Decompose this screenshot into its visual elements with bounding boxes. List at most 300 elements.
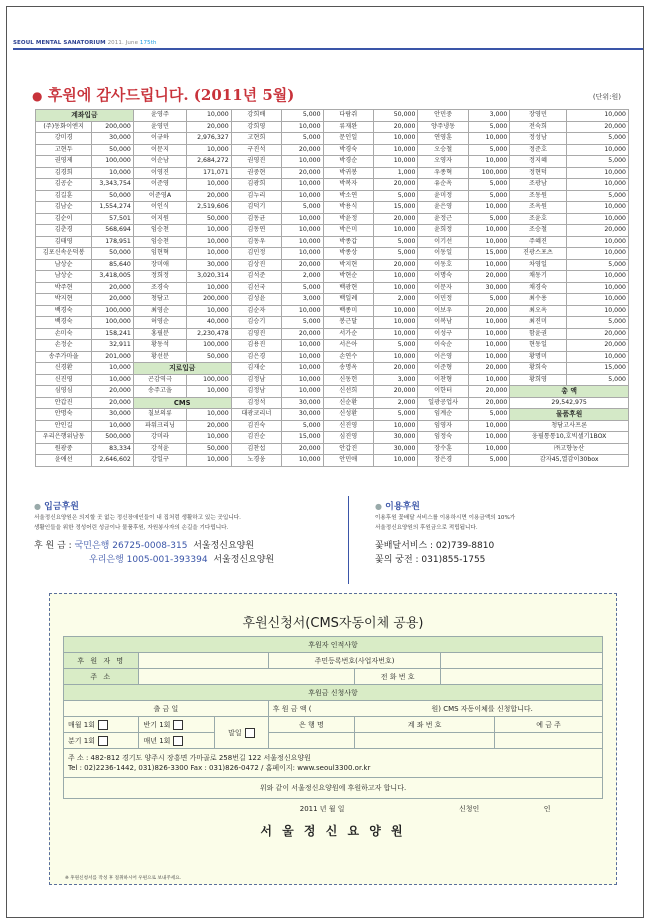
table-row (36, 236, 629, 248)
amount-cell: 10,000 (282, 156, 324, 168)
name-cell: 함윤권 (510, 328, 566, 340)
amount-cell: 10,000 (282, 179, 324, 191)
amount-cell: 10,000 (373, 317, 417, 329)
summary-cell: 웅필통통10,호빅셀기1BOX (510, 432, 629, 444)
name-cell: 신순환 (323, 397, 373, 409)
name-cell: 박종상 (323, 248, 373, 260)
form-table (63, 636, 603, 841)
amount-cell: 200,000 (92, 121, 134, 133)
account-number-field[interactable] (355, 733, 495, 749)
amount-cell: 5,000 (468, 179, 510, 191)
name-cell: 남상순 (36, 271, 92, 283)
usage-desc-1: 이용후원 꽃배달 서비스를 이용하시면 이용금액의 10%가 (375, 515, 516, 521)
table-row (36, 202, 629, 214)
id-number-label: 주민등록번호(사업자번호) (268, 653, 440, 669)
amount-cell: 10,000 (468, 317, 510, 329)
table-row (36, 248, 629, 260)
contact-tel: Tel : 02)2236-1442, 031)826-3300 Fax : 031)826-0472 / 홈페이지: www.seoul3300.or.kr (68, 764, 371, 772)
name-cell: 김진숙 (231, 420, 281, 432)
amount-cell: 50,000 (373, 110, 417, 122)
amount-cell: 5,000 (566, 156, 628, 168)
yearly-label: 매년 1회 (143, 736, 171, 745)
amount-cell: 20,000 (282, 259, 324, 271)
table-row (36, 420, 629, 432)
name-cell: 최진미 (510, 317, 566, 329)
amount-cell: 5,000 (468, 190, 510, 202)
flower-service: 꽃배달서비스 : 02)739-8810 (375, 541, 495, 551)
applicant-label: 신청인 (458, 805, 480, 813)
name-cell: 현동일 (510, 340, 566, 352)
amount-cell: 5,000 (468, 455, 510, 467)
name-cell: 조승철 (510, 225, 566, 237)
unit-label: (단위:원) (592, 93, 621, 101)
name-cell: 심진영 (323, 432, 373, 444)
name-cell: 고현희 (231, 133, 281, 145)
amount-cell: 5,000 (566, 374, 628, 386)
name-cell: 권영진 (231, 156, 281, 168)
table-row (36, 225, 629, 237)
amount-cell: 10,000 (566, 213, 628, 225)
name-cell: 김포신속운덕봉 (36, 248, 92, 260)
amount-cell: 5,000 (468, 144, 510, 156)
date-row (64, 799, 603, 820)
amount-cell: 10,000 (468, 432, 510, 444)
yearly-option[interactable] (139, 733, 214, 749)
amount-cell: 10,000 (468, 236, 510, 248)
header-title: SEOUL MENTAL SANATORIUM (13, 40, 106, 46)
amount-cell: 2,684,272 (187, 156, 231, 168)
name-cell: 신진영 (36, 374, 92, 386)
amount-cell: 3,000 (373, 374, 417, 386)
amount-cell: 50,000 (92, 248, 134, 260)
amount-cell: 10,000 (566, 202, 628, 214)
amount-cell: 15,000 (468, 248, 510, 260)
table-row (36, 133, 629, 145)
amount-cell: 5,000 (373, 236, 417, 248)
amount-cell: 5,000 (282, 133, 324, 145)
name-cell: 강석윤 (133, 443, 186, 455)
name-cell: 백경숙 (36, 317, 92, 329)
name-cell: 이은영 (418, 351, 468, 363)
name-cell: 원광중 (36, 443, 92, 455)
amount-cell: 10,000 (92, 363, 134, 375)
name-cell: 신동헌 (323, 374, 373, 386)
amount-cell: 10,000 (373, 225, 417, 237)
name-cell: 김순이 (36, 213, 92, 225)
page-title (32, 84, 294, 105)
name-cell: 김경희 (36, 167, 92, 179)
half-year-checkbox[interactable] (173, 720, 183, 730)
amount-cell: 10,000 (187, 455, 231, 467)
amount-cell: 10,000 (282, 374, 324, 386)
amount-cell: 40,000 (187, 317, 231, 329)
amount-cell: 20,000 (566, 225, 628, 237)
name-cell: 정희정 (133, 271, 186, 283)
amount-cell: 2,000 (282, 271, 324, 283)
monthly-option[interactable] (64, 717, 139, 733)
amount-cell: 10,000 (282, 351, 324, 363)
amount-cell: 5,000 (468, 409, 510, 421)
bank-1: 국민은행 (74, 541, 110, 551)
bank-name-field[interactable] (268, 733, 354, 749)
name-cell: 채동기 (510, 271, 566, 283)
amount-cell: 10,000 (282, 248, 324, 260)
table-row (36, 317, 629, 329)
name-cell: 이성구 (418, 328, 468, 340)
name-cell: 임계순 (418, 409, 468, 421)
name-cell: 이동일 (418, 248, 468, 260)
amount-cell: 10,000 (468, 133, 510, 145)
name-cell: 김공순 (36, 179, 92, 191)
donor-name-label: 후 원 자 명 (64, 653, 139, 669)
amount-row[interactable] (268, 701, 602, 717)
usage-bullet-icon: ● (375, 502, 382, 511)
amount-suffix: 원) CMS 자동이체를 신청합니다. (431, 704, 533, 713)
amount-cell: 10,000 (566, 167, 628, 179)
amount-cell: 30,000 (468, 282, 510, 294)
id-number-field[interactable] (441, 653, 603, 669)
name-cell: 주혜진 (510, 236, 566, 248)
name-cell: 남상순 (36, 259, 92, 271)
name-cell: 박복자 (323, 179, 373, 191)
amount-cell: 20,000 (92, 397, 134, 409)
amount-cell: 10,000 (282, 386, 324, 398)
amount-cell: 171,071 (187, 167, 231, 179)
name-cell: 이한터 (418, 386, 468, 398)
amount-cell: 5,000 (282, 420, 324, 432)
name-cell: 오영자 (418, 156, 468, 168)
header-issue: 175th (139, 40, 157, 46)
amount-cell: 10,000 (566, 236, 628, 248)
amount-cell: 10,000 (187, 282, 231, 294)
amount-cell: 20,000 (468, 386, 510, 398)
name-cell: 정준호 (510, 144, 566, 156)
amount-cell: 10,000 (187, 386, 231, 398)
agreement-text: 위와 같이 서울정신요양원에 후원하고자 합니다. (64, 778, 603, 799)
amount-cell: 5,000 (373, 190, 417, 202)
amount-cell: 10,000 (373, 156, 417, 168)
amount-cell: 50,000 (187, 443, 231, 455)
form-title: 후원신청서(CMS자동이체 공용) (242, 616, 424, 631)
month-end-checkbox[interactable] (245, 728, 255, 738)
name-cell: 김은경 (231, 351, 281, 363)
amount-cell: 2,000 (373, 397, 417, 409)
name-cell: 송주고을 (133, 386, 186, 398)
name-cell: 유순옥 (418, 179, 468, 191)
name-cell: 양주냉동 (418, 121, 468, 133)
address-field[interactable] (139, 669, 355, 685)
name-cell: 이준영 (133, 179, 186, 191)
phone-field[interactable] (441, 669, 603, 685)
amount-cell: 5,000 (282, 282, 324, 294)
name-cell: 전숙희 (510, 121, 566, 133)
account-line-1 (34, 539, 254, 553)
name-cell: 심영심 (36, 386, 92, 398)
amount-cell: 10,000 (468, 156, 510, 168)
amount-cell: 20,000 (282, 144, 324, 156)
name-cell: 안갑진 (36, 397, 92, 409)
amount-cell: 20,000 (468, 363, 510, 375)
name-cell: 일광공업사 (418, 397, 468, 409)
name-cell: 안명숙 (36, 409, 92, 421)
name-cell: 대광코리너 (231, 409, 281, 421)
name-cell: 이민정 (418, 294, 468, 306)
name-cell: 박용식 (323, 202, 373, 214)
amount-cell: 20,000 (92, 386, 134, 398)
amount-cell: 20,000 (373, 363, 417, 375)
name-cell: 김성윤 (231, 294, 281, 306)
amount-cell: 10,000 (566, 179, 628, 191)
name-cell: 윤애선 (36, 455, 92, 467)
name-cell: 강미라 (133, 432, 186, 444)
amount-cell: 3,020,314 (187, 271, 231, 283)
amount-cell: 10,000 (187, 248, 231, 260)
name-cell: 김태영 (36, 236, 92, 248)
amount-cell: 10,000 (187, 144, 231, 156)
amount-cell: 50,000 (92, 144, 134, 156)
amount-cell: 10,000 (92, 374, 134, 386)
name-cell: 정성남 (510, 133, 566, 145)
name-cell: 최수용 (510, 294, 566, 306)
amount-cell: 5,000 (566, 133, 628, 145)
amount-cell: 10,000 (373, 144, 417, 156)
deposit-heading (34, 499, 79, 512)
name-cell: 이문지 (133, 144, 186, 156)
amount-cell: 10,000 (187, 236, 231, 248)
name-cell: 윤은영 (418, 202, 468, 214)
amount-cell: 30,000 (92, 409, 134, 421)
summary-cell: ㈜고향농산 (510, 443, 629, 455)
name-cell: 김광희 (231, 179, 281, 191)
amount-cell: 20,000 (566, 328, 628, 340)
donor-name-field[interactable] (139, 653, 268, 669)
withdraw-day-label: 출 금 일 (64, 701, 269, 717)
amount-cell: 178,951 (92, 236, 134, 248)
amount-cell: 5,000 (373, 340, 417, 352)
amount-cell: 5,000 (282, 110, 324, 122)
amount-cell: 10,000 (187, 432, 231, 444)
amount-cell: 20,000 (468, 397, 510, 409)
amount-cell: 30,000 (373, 432, 417, 444)
name-cell: 조옥원 (510, 202, 566, 214)
name-cell: 안갑진 (323, 443, 373, 455)
amount-cell: 10,000 (468, 328, 510, 340)
form-note: ※ 후원신청서를 작성 후 절취하시어 우편으로 보내주세요. (65, 876, 182, 881)
name-cell: 윤미정 (418, 190, 468, 202)
amount-cell: 10,000 (566, 294, 628, 306)
seal-label: 인 (543, 805, 551, 813)
deposit-heading-text: 입금후원 (44, 502, 79, 512)
monthly-label: 매월 1회 (68, 720, 95, 729)
amount-cell: 100,000 (468, 167, 510, 179)
name-cell: 김선국 (231, 282, 281, 294)
table-row (36, 374, 629, 386)
name-cell: 장은경 (418, 455, 468, 467)
name-cell: 다람쥐 (323, 110, 373, 122)
name-cell: 김찬섭 (231, 443, 281, 455)
deposit-desc-1: 서울정신요양원은 의지할 곳 없는 정신장애인들이 내 집처럼 생활하고 있는 곳입니다. (34, 515, 241, 521)
amount-cell: 10,000 (373, 420, 417, 432)
amount-cell: 5,000 (468, 121, 510, 133)
amount-cell: 10,000 (373, 328, 417, 340)
amount-cell: 5,000 (468, 294, 510, 306)
page (6, 6, 644, 918)
address-label: 주 소 (64, 669, 139, 685)
name-cell: 백일례 (323, 294, 373, 306)
amount-cell: 201,000 (92, 351, 134, 363)
name-cell: 김상진 (231, 259, 281, 271)
amount-cell: 10,000 (468, 443, 510, 455)
month-end-option[interactable] (214, 717, 268, 749)
name-cell: 윤영민 (133, 121, 186, 133)
amount-cell: 20,000 (187, 121, 231, 133)
deposit-bullet-icon: ● (34, 502, 41, 511)
name-cell: 이동호 (418, 259, 468, 271)
amount-cell: 10,000 (468, 340, 510, 352)
amount-cell: 10,000 (566, 282, 628, 294)
amount-cell: 20,000 (468, 271, 510, 283)
name-cell: 이문자 (418, 282, 468, 294)
name-cell: 곤감역극 (133, 374, 186, 386)
amount-cell: 10,000 (187, 110, 231, 122)
name-cell: 김동연 (231, 225, 281, 237)
form-section-donor: 후원자 인적사항 (64, 637, 603, 653)
table-row (36, 213, 629, 225)
table-row (36, 432, 629, 444)
amount-cell: 30,000 (282, 397, 324, 409)
summary-cell: 청담고사프론 (510, 420, 629, 432)
amount-cell: 83,334 (92, 443, 134, 455)
amount-cell: 2,976,327 (187, 133, 231, 145)
section-header-cell: 물품후원 (510, 409, 629, 421)
name-cell: 김누리 (231, 190, 281, 202)
table-row (36, 386, 629, 398)
name-cell: 박종갑 (323, 236, 373, 248)
name-cell: 파워크리닝 (133, 420, 186, 432)
name-cell: 이지원 (133, 213, 186, 225)
name-cell: 박소연 (323, 190, 373, 202)
amount-cell: 5,000 (566, 259, 628, 271)
usage-heading (375, 499, 420, 512)
name-cell: 신선희 (323, 386, 373, 398)
name-cell: 이규하 (133, 133, 186, 145)
table-row (36, 190, 629, 202)
name-cell: 황희숙 (510, 363, 566, 375)
name-cell: 장미애 (133, 259, 186, 271)
amount-cell: 10,000 (566, 305, 628, 317)
amount-cell: 2,230,478 (187, 328, 231, 340)
amount-cell: 50,000 (187, 351, 231, 363)
name-cell: 차영일 (510, 259, 566, 271)
amount-cell: 10,000 (92, 420, 134, 432)
name-cell: 김용진 (231, 340, 281, 352)
page-header (13, 40, 157, 46)
bank-name-label: 은 행 명 (268, 717, 354, 733)
amount-cell: 10,000 (373, 351, 417, 363)
name-cell: 최영순 (133, 305, 186, 317)
name-cell: 윤영주 (133, 110, 186, 122)
date-text: 2011 년 월 일 (299, 805, 345, 813)
amount-cell: 3,343,754 (92, 179, 134, 191)
name-cell: 박경숙 (323, 144, 373, 156)
quarterly-checkbox[interactable] (98, 736, 108, 746)
name-cell: 강일구 (133, 455, 186, 467)
name-cell: 조윤호 (510, 213, 566, 225)
name-cell: 김영진 (231, 328, 281, 340)
amount-cell: 3,000 (468, 110, 510, 122)
table-row (36, 167, 629, 179)
table-row (36, 271, 629, 283)
donation-table (35, 109, 629, 467)
name-cell: 박귀봉 (323, 167, 373, 179)
amount-cell: 10,000 (187, 409, 231, 421)
name-cell: 김남순 (36, 202, 92, 214)
amount-cell: 5,000 (373, 409, 417, 421)
amount-cell: 100,000 (187, 340, 231, 352)
name-cell: 김석준 (231, 271, 281, 283)
name-cell: 우리은행위남동 (36, 432, 92, 444)
name-cell: 구진석 (231, 144, 281, 156)
name-cell: 서가순 (323, 328, 373, 340)
amount-cell: 10,000 (282, 225, 324, 237)
org-signature: 서 울 정 신 요 양 원 (260, 823, 406, 838)
name-cell: 백종미 (323, 305, 373, 317)
table-row (36, 363, 629, 375)
table-row (36, 397, 629, 409)
holder-field[interactable] (495, 733, 603, 749)
name-cell: 정현덕 (510, 167, 566, 179)
name-cell: 황동석 (133, 340, 186, 352)
name-cell: 이찬형 (418, 374, 468, 386)
name-cell: 백광현 (323, 282, 373, 294)
amount-cell: 20,000 (373, 259, 417, 271)
amount-cell: 50,000 (187, 213, 231, 225)
quarterly-option[interactable] (64, 733, 139, 749)
amount-cell: 20,000 (187, 420, 231, 432)
amount-cell: 10,000 (187, 225, 231, 237)
name-cell: 박은미 (323, 225, 373, 237)
account-holder-2: 서울정신요양원 (213, 555, 275, 565)
amount-cell: 5,000 (566, 317, 628, 329)
amount-cell: 20,000 (187, 190, 231, 202)
summary-cell: 29,542,975 (510, 397, 629, 409)
amount-cell: 10,000 (282, 190, 324, 202)
name-cell: 오승철 (418, 144, 468, 156)
name-cell: 류재완 (323, 121, 373, 133)
header-year: 2011. June (107, 40, 139, 46)
half-year-option[interactable] (139, 717, 214, 733)
amount-cell: 10,000 (187, 305, 231, 317)
name-cell: 강희영 (231, 121, 281, 133)
amount-cell: 30,000 (373, 443, 417, 455)
amount-cell: 10,000 (282, 213, 324, 225)
name-cell: 채경숙 (510, 282, 566, 294)
amount-cell: 15,000 (282, 432, 324, 444)
name-cell: 박경순 (323, 156, 373, 168)
amount-cell: 10,000 (282, 305, 324, 317)
name-cell: 김정남 (231, 374, 281, 386)
name-cell: 임승천 (133, 225, 186, 237)
amount-cell: 10,000 (373, 133, 417, 145)
yearly-checkbox[interactable] (173, 736, 183, 746)
name-cell: 김정남 (231, 386, 281, 398)
name-cell: 송명옥 (323, 363, 373, 375)
amount-cell: 20,000 (566, 121, 628, 133)
name-cell: 김정석 (231, 397, 281, 409)
name-cell: 송주가마을 (36, 351, 92, 363)
name-cell: 김덕기 (231, 202, 281, 214)
monthly-checkbox[interactable] (98, 720, 108, 730)
